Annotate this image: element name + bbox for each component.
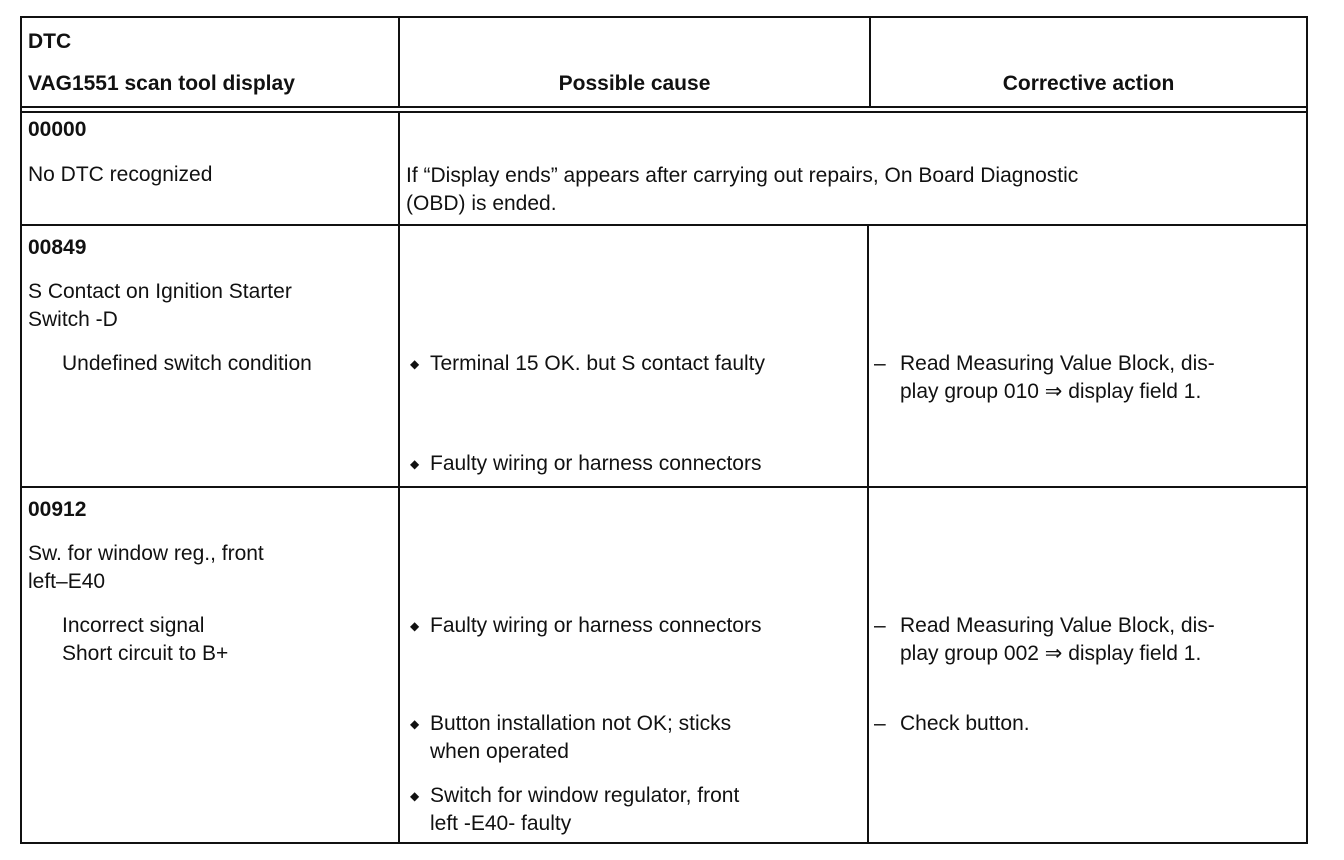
dtc-description-cont: Switch -D — [28, 308, 118, 331]
dtc-condition-cont: Short circuit to B+ — [62, 642, 229, 665]
header-possible-cause: Possible cause — [558, 72, 711, 95]
dtc-note: If “Display ends” appears after carrying out repairs, On Board Diagnostic — [406, 164, 1079, 187]
dtc-code: 00000 — [28, 118, 87, 141]
action-item: – Read Measuring Value Block, dis- — [900, 350, 1215, 378]
header-scan-tool-display: VAG1551 scan tool display — [28, 72, 295, 95]
action-item: – Read Measuring Value Block, dis- — [900, 612, 1215, 640]
cause-item: ◆ Faulty wiring or harness connectors — [430, 612, 761, 640]
dtc-code: 00849 — [28, 236, 87, 259]
dtc-description: S Contact on Ignition Starter — [28, 280, 292, 303]
cause-item: ◆ Terminal 15 OK. but S contact faulty — [430, 350, 765, 378]
cause-item-cont: when operated — [430, 740, 569, 763]
dtc-description-cont: left–E40 — [28, 570, 106, 593]
cause-item: ◆ Button installation not OK; sticks — [430, 710, 731, 738]
cause-item: ◆ Faulty wiring or harness connectors — [430, 450, 761, 478]
dtc-condition: Incorrect signal — [62, 614, 205, 637]
cause-item-cont: left -E40- faulty — [430, 812, 572, 835]
dtc-code: 00912 — [28, 498, 87, 521]
dtc-description: Sw. for window reg., front — [28, 542, 264, 565]
cause-item: ◆ Switch for window regulator, front — [430, 782, 739, 810]
dtc-table — [20, 16, 1308, 844]
header-corrective-action: Corrective action — [1002, 72, 1175, 95]
action-item-cont: play group 010 ⇒ display field 1. — [900, 380, 1202, 403]
header-dtc: DTC — [28, 30, 72, 53]
action-item-cont: play group 002 ⇒ display field 1. — [900, 642, 1202, 665]
dtc-description: No DTC recognized — [28, 163, 213, 186]
action-item: – Check button. — [900, 710, 1030, 738]
dtc-condition: Undefined switch condition — [62, 352, 312, 375]
dtc-note-cont: (OBD) is ended. — [406, 192, 557, 215]
